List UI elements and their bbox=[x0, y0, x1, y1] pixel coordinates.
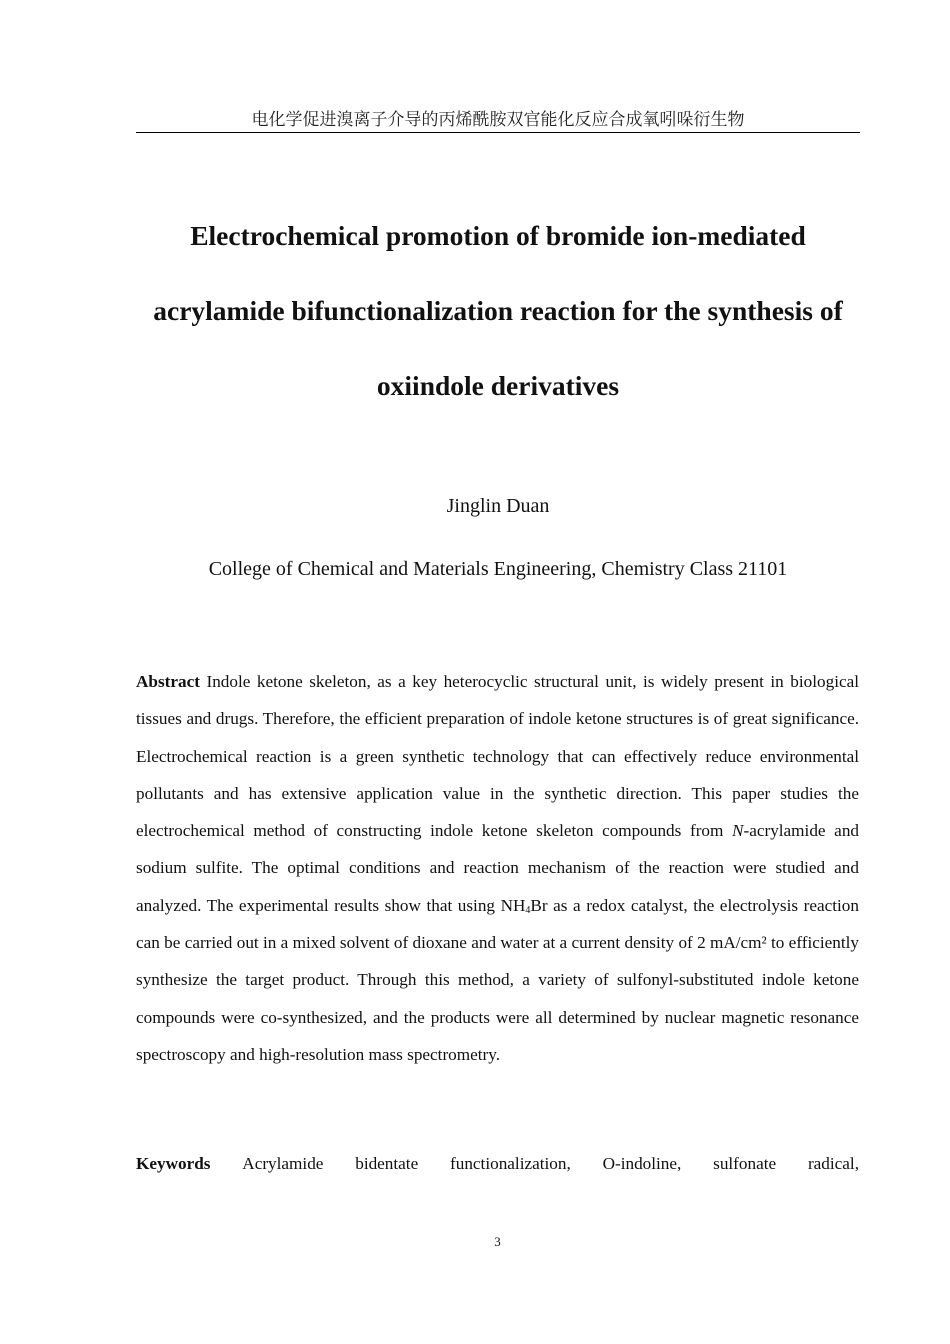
paper-title bbox=[120, 198, 876, 423]
keyword-item: radical, bbox=[807, 1154, 859, 1173]
running-header: 电化学促进溴离子介导的丙烯酰胺双官能化反应合成氧吲哚衍生物 bbox=[136, 108, 860, 133]
abstract-text-part-1: Indole ketone skeleton, as a key heterocyclic structural unit, is widely present in biological tissues and drugs. Therefore, the efficient preparation of indole ketone structures is of great significance. Electrochemical reaction is a green synthetic technology that can effectively reduce environmental pollutants and has extensive application value in the synthetic direction. This paper studies the electrochemical method of constructing indole ketone skeleton compounds from bbox=[136, 672, 859, 841]
keyword-item: functionalization, bbox=[450, 1154, 571, 1173]
abstract-text-part-2: -acrylamide and sodium sulfite. The optimal conditions and reaction mechanism of the reaction were studied and analyzed. The experimental results show that using NH bbox=[136, 821, 860, 915]
abstract-text-part-3: Br as a redox catalyst, the electrolysis reaction can be carried out in a mixed solvent of dioxane and water at a current density of 2 mA/cm² to efficiently synthesize the target product. Through this method, a variety of sulfonyl-substituted indole ketone compounds were co-synthesized, and the products were all determined by nuclear magnetic resonance spectroscopy and high-resolution mass spectrometry. bbox=[136, 895, 859, 1064]
author-name: Jinglin Duan bbox=[446, 495, 550, 517]
author-affiliation: College of Chemical and Materials Engineering, Chemistry Class 21101 bbox=[208, 558, 788, 580]
page-number: 3 bbox=[494, 1234, 501, 1249]
abstract-italic-n: N bbox=[732, 821, 744, 841]
title-line-2: acrylamide bifunctionalization reaction for the synthesis of bbox=[153, 295, 843, 326]
keyword-item: sulfonate bbox=[713, 1154, 777, 1173]
keyword-item: bidentate bbox=[355, 1154, 419, 1173]
keyword-item: Acrylamide bbox=[242, 1154, 324, 1173]
keywords-line bbox=[136, 1145, 859, 1182]
abstract-subscript-4: 4 bbox=[525, 904, 531, 916]
title-line-1: Electrochemical promotion of bromide ion-mediated bbox=[190, 220, 806, 251]
keyword-item: O-indoline, bbox=[602, 1154, 682, 1173]
keywords-label: Keywords bbox=[136, 1154, 211, 1173]
abstract-label: Abstract bbox=[136, 672, 200, 691]
title-line-3: oxiindole derivatives bbox=[376, 370, 620, 401]
abstract-paragraph bbox=[136, 663, 859, 1073]
